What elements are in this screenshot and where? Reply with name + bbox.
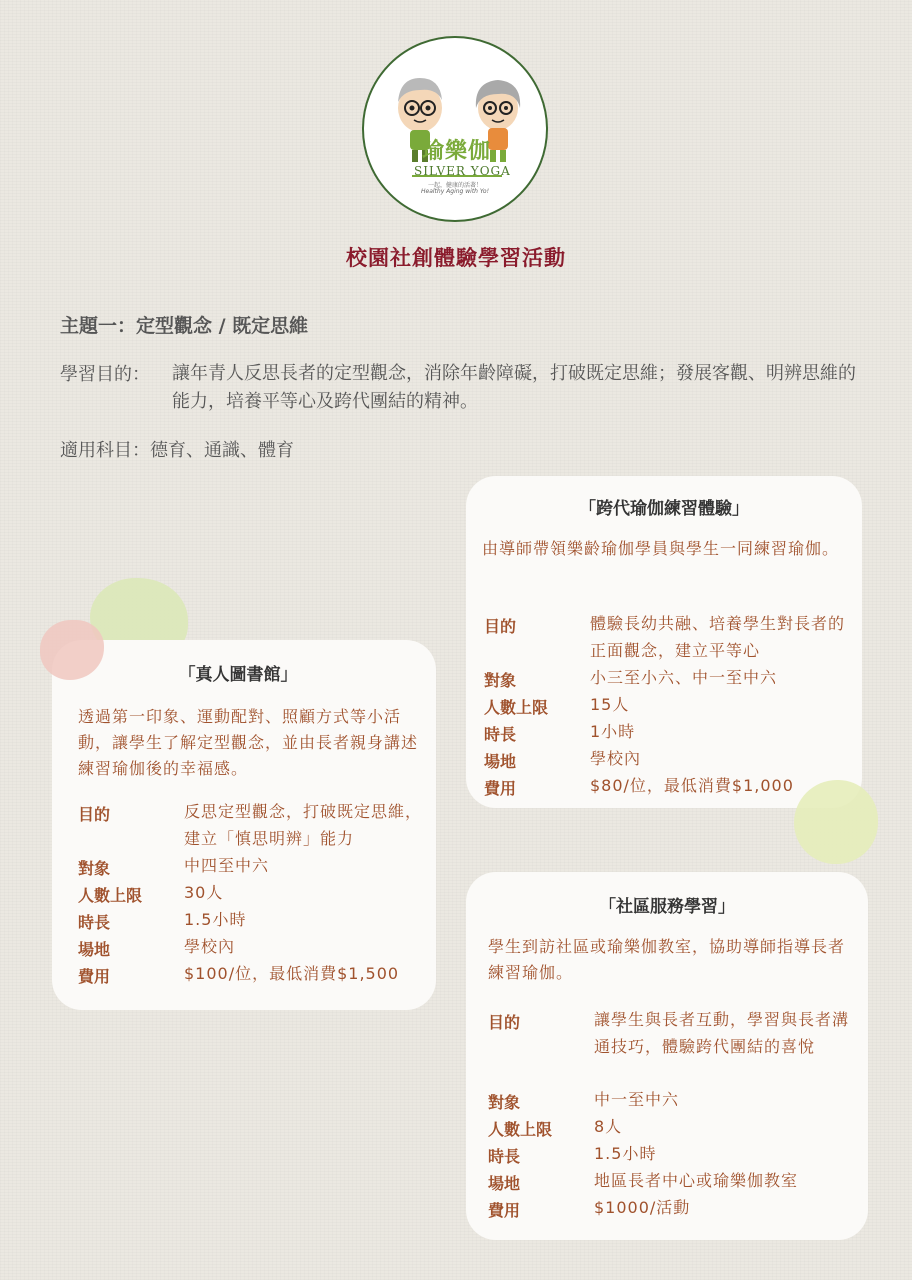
card-title: 「真人圖書館」 — [178, 665, 298, 685]
row-label-fee: 費用 — [488, 1201, 521, 1220]
row-value-fee: $1000/活動 — [594, 1198, 691, 1217]
row-label-venue: 場地 — [78, 940, 111, 959]
decorative-green-blob — [794, 780, 878, 864]
row-label-duration: 時長 — [488, 1147, 521, 1166]
row-value-target: 中一至中六 — [594, 1090, 680, 1109]
row-value-purpose: 反思定型觀念，打破既定思維，建立「慎思明辨」能力 — [184, 802, 423, 848]
row-value-target: 中四至中六 — [184, 856, 270, 875]
row-value-venue: 學校內 — [184, 937, 236, 956]
row-label-capacity: 人數上限 — [488, 1120, 553, 1139]
row-value-purpose: 體驗長幼共融、培養學生對長者的正面觀念，建立平等心 — [590, 614, 846, 660]
row-label-capacity: 人數上限 — [484, 698, 549, 717]
row-label-venue: 場地 — [484, 752, 517, 771]
row-label-duration: 時長 — [484, 725, 517, 744]
row-value-fee: $80/位，最低消費$1,000 — [590, 776, 794, 795]
row-value-duration: 1.5小時 — [184, 910, 247, 929]
row-label-fee: 費用 — [78, 967, 111, 986]
row-label-target: 對象 — [488, 1093, 521, 1112]
logo-name-en: SILVER YOGA — [414, 164, 511, 178]
card-human-library — [52, 640, 436, 1010]
card-community-service — [466, 872, 868, 1240]
card-yoga-experience — [466, 476, 862, 808]
logo-tagline-cn: 一起，健康的活著！ — [427, 182, 482, 189]
card-intro: 學生到訪社區或瑜樂伽教室，協助導師指導長者練習瑜伽。 — [488, 937, 846, 982]
card-intro: 由導師帶領樂齡瑜伽學員與學生一同練習瑜伽。 — [482, 539, 840, 558]
subjects: 適用科目：德育、通識、體育 — [60, 440, 294, 461]
card-intro: 透過第一印象、運動配對、照顧方式等小活動，讓學生了解定型觀念，並由長者親身講述練習瑜伽後的幸福感。 — [78, 707, 419, 778]
row-value-venue: 地區長者中心或瑜樂伽教室 — [594, 1171, 799, 1190]
row-label-capacity: 人數上限 — [78, 886, 143, 905]
purpose-text: 讓年青人反思長者的定型觀念，消除年齡障礙，打破既定思維；發展客觀、明辨思維的能力，培養平等心及跨代團結的精神。 — [172, 363, 856, 412]
logo-name-cn: 瑜樂伽 — [422, 139, 492, 164]
row-value-capacity: 8人 — [594, 1117, 623, 1136]
row-label-fee: 費用 — [484, 779, 517, 798]
logo — [362, 36, 548, 222]
row-value-purpose: 讓學生與長者互動，學習與長者溝通技巧，體驗跨代團結的喜悅 — [594, 1010, 850, 1056]
row-label-target: 對象 — [484, 671, 517, 690]
card-title: 「跨代瑜伽練習體驗」 — [579, 499, 749, 519]
theme-title: 主題一：定型觀念 / 既定思維 — [60, 315, 309, 337]
row-label-duration: 時長 — [78, 913, 111, 932]
row-value-duration: 1小時 — [590, 722, 636, 741]
logo-tagline-en: Healthy Aging with Yo! — [421, 188, 489, 195]
row-value-fee: $100/位，最低消費$1,500 — [184, 964, 400, 983]
card-title: 「社區服務學習」 — [599, 897, 735, 917]
row-value-target: 小三至小六、中一至中六 — [590, 668, 778, 687]
purpose-label: 學習目的： — [60, 364, 150, 385]
row-label-venue: 場地 — [488, 1174, 521, 1193]
row-label-purpose: 目的 — [488, 1013, 521, 1032]
page-title: 校園社創體驗學習活動 — [346, 246, 566, 270]
row-label-target: 對象 — [78, 859, 111, 878]
row-value-capacity: 15人 — [590, 695, 630, 714]
row-value-capacity: 30人 — [184, 883, 224, 902]
row-value-duration: 1.5小時 — [594, 1144, 657, 1163]
row-label-purpose: 目的 — [484, 617, 517, 636]
row-label-purpose: 目的 — [78, 805, 111, 824]
row-value-venue: 學校內 — [590, 749, 642, 768]
